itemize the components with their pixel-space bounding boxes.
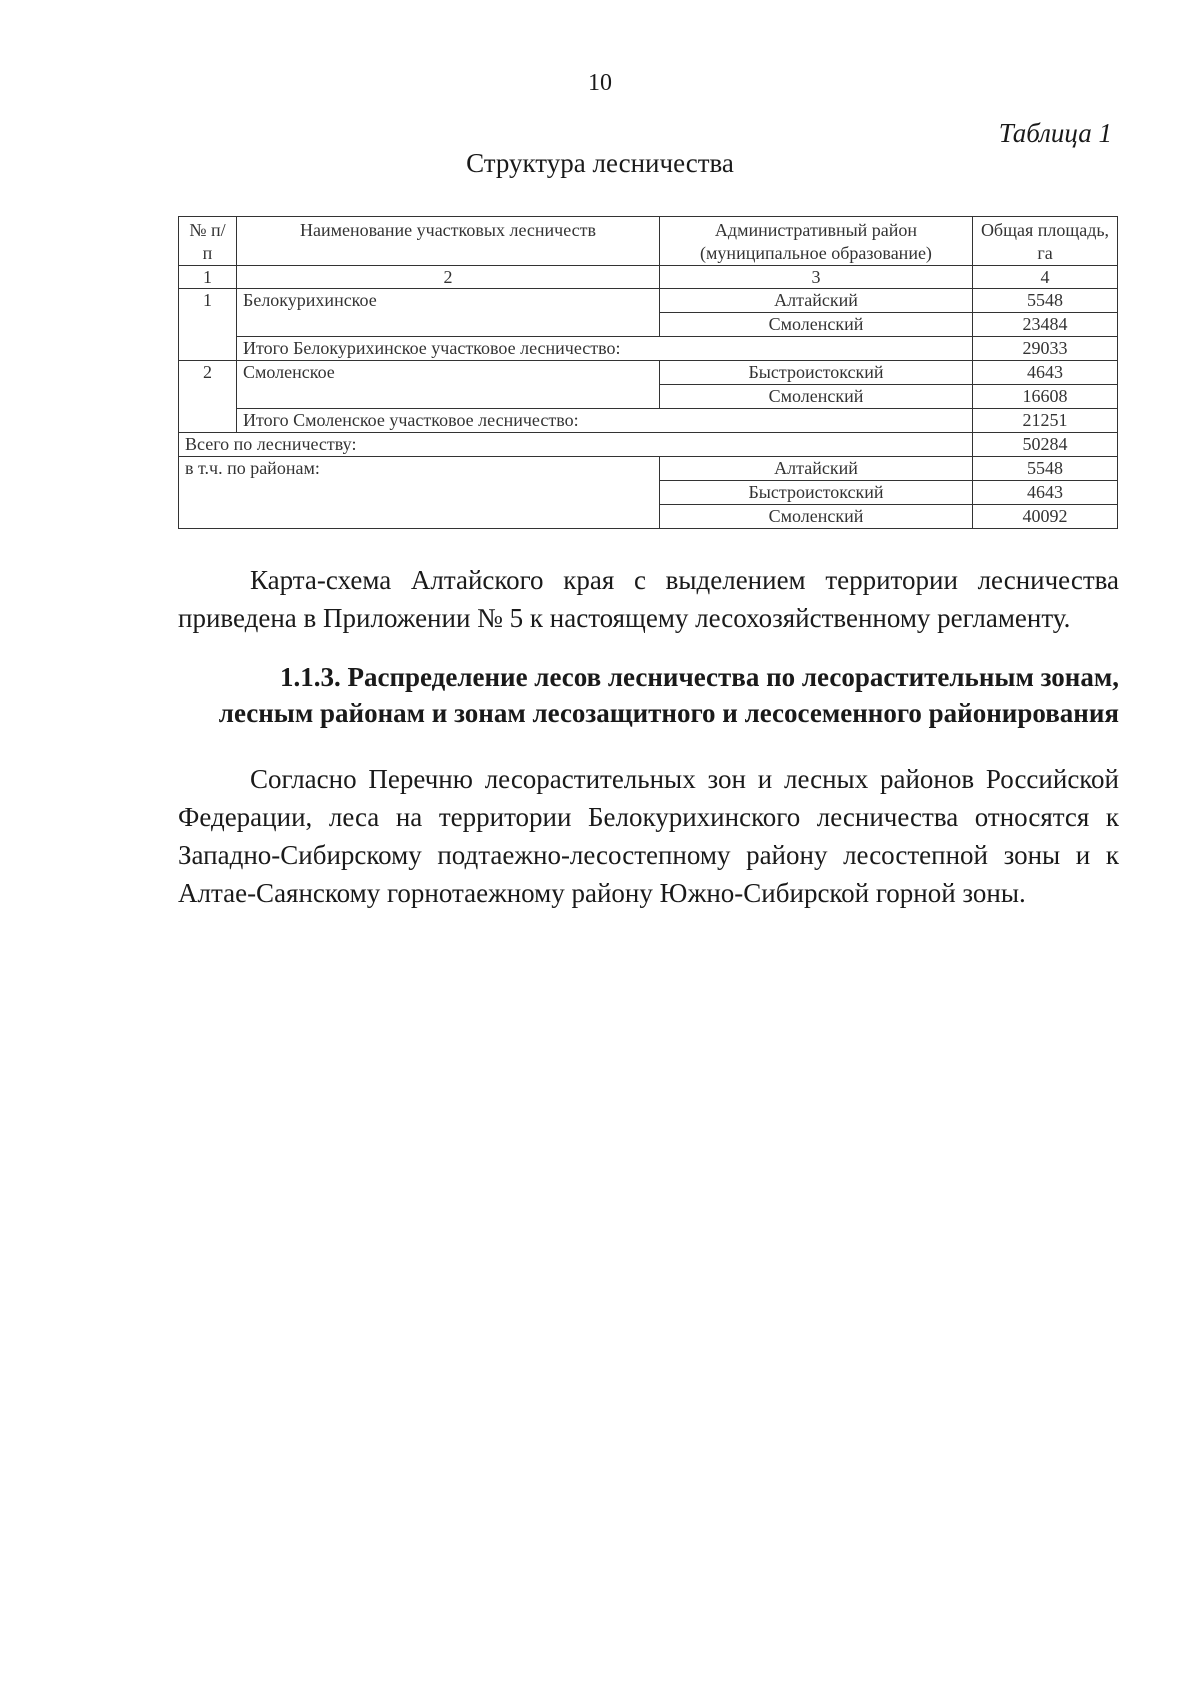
table-caption: Таблица 1 [998, 118, 1112, 148]
table-header-row [179, 217, 1118, 266]
area-cell: 16608 [973, 385, 1118, 409]
zones-text: Согласно Перечню лесорастительных зон и лесных районов Российской Федерации, леса на территории Белокурихинского лесничества относятся к Западно-Сибирскому подтаежно-лесостепному району лесостепной зоны и к Алтае-Саянскому горнотаежному району Южно-Сибирской горной зоны. [178, 764, 1119, 908]
table-index-row [179, 266, 1118, 289]
district-cell: Алтайский [660, 457, 973, 481]
area-cell: 23484 [973, 313, 1118, 337]
index-cell: 4 [973, 266, 1118, 289]
table-row [179, 409, 1118, 433]
row-number: 1 [179, 289, 237, 361]
area-cell: 4643 [973, 361, 1118, 385]
map-reference-text: Карта-схема Алтайского края с выделением территории лесничества приведена в Приложении № 5 к настоящему лесохозяйственному регламенту. [178, 565, 1119, 633]
index-cell: 3 [660, 266, 973, 289]
area-cell: 5548 [973, 289, 1118, 313]
table-row [179, 433, 1118, 457]
grand-total-label: Всего по лесничеству: [179, 433, 973, 457]
table-title: Структура лесничества [466, 148, 734, 178]
table-row [179, 337, 1118, 361]
section-heading [178, 659, 1119, 731]
index-cell: 1 [179, 266, 237, 289]
grand-total-area: 50284 [973, 433, 1118, 457]
subtotal-area: 21251 [973, 409, 1118, 433]
district-cell: Смоленский [660, 505, 973, 529]
zones-paragraph [178, 760, 1119, 912]
district-cell: Алтайский [660, 289, 973, 313]
area-cell: 5548 [973, 457, 1118, 481]
header-name: Наименование участковых лесничеств [237, 217, 660, 266]
header-district: Административный район (муниципальное образование) [660, 217, 973, 266]
subtotal-label: Итого Белокурихинское участковое лесничество: [237, 337, 973, 361]
district-cell: Смоленский [660, 385, 973, 409]
header-area: Общая площадь, га [973, 217, 1118, 266]
section-heading-line-2: лесным районам и зонам лесозащитного и лесосеменного районирования [218, 698, 1119, 728]
header-num: № п/п [179, 217, 237, 266]
forestry-name: Белокурихинское [237, 289, 660, 337]
row-number: 2 [179, 361, 237, 433]
table-row [179, 457, 1118, 481]
district-cell: Смоленский [660, 313, 973, 337]
index-cell: 2 [237, 266, 660, 289]
district-cell: Быстроистокский [660, 481, 973, 505]
area-cell: 4643 [973, 481, 1118, 505]
subtotal-area: 29033 [973, 337, 1118, 361]
area-cell: 40092 [973, 505, 1118, 529]
section-heading-line-1: 1.1.3. Распределение лесов лесничества по лесорастительным зонам, [280, 662, 1119, 692]
forestry-structure-table [178, 216, 1118, 529]
by-district-label: в т.ч. по районам: [179, 457, 660, 529]
district-cell: Быстроистокский [660, 361, 973, 385]
page-number: 10 [588, 70, 612, 96]
forestry-name: Смоленское [237, 361, 660, 409]
subtotal-label: Итого Смоленское участковое лесничество: [237, 409, 973, 433]
table-row [179, 361, 1118, 385]
table-row [179, 289, 1118, 313]
map-reference-paragraph [178, 561, 1119, 637]
